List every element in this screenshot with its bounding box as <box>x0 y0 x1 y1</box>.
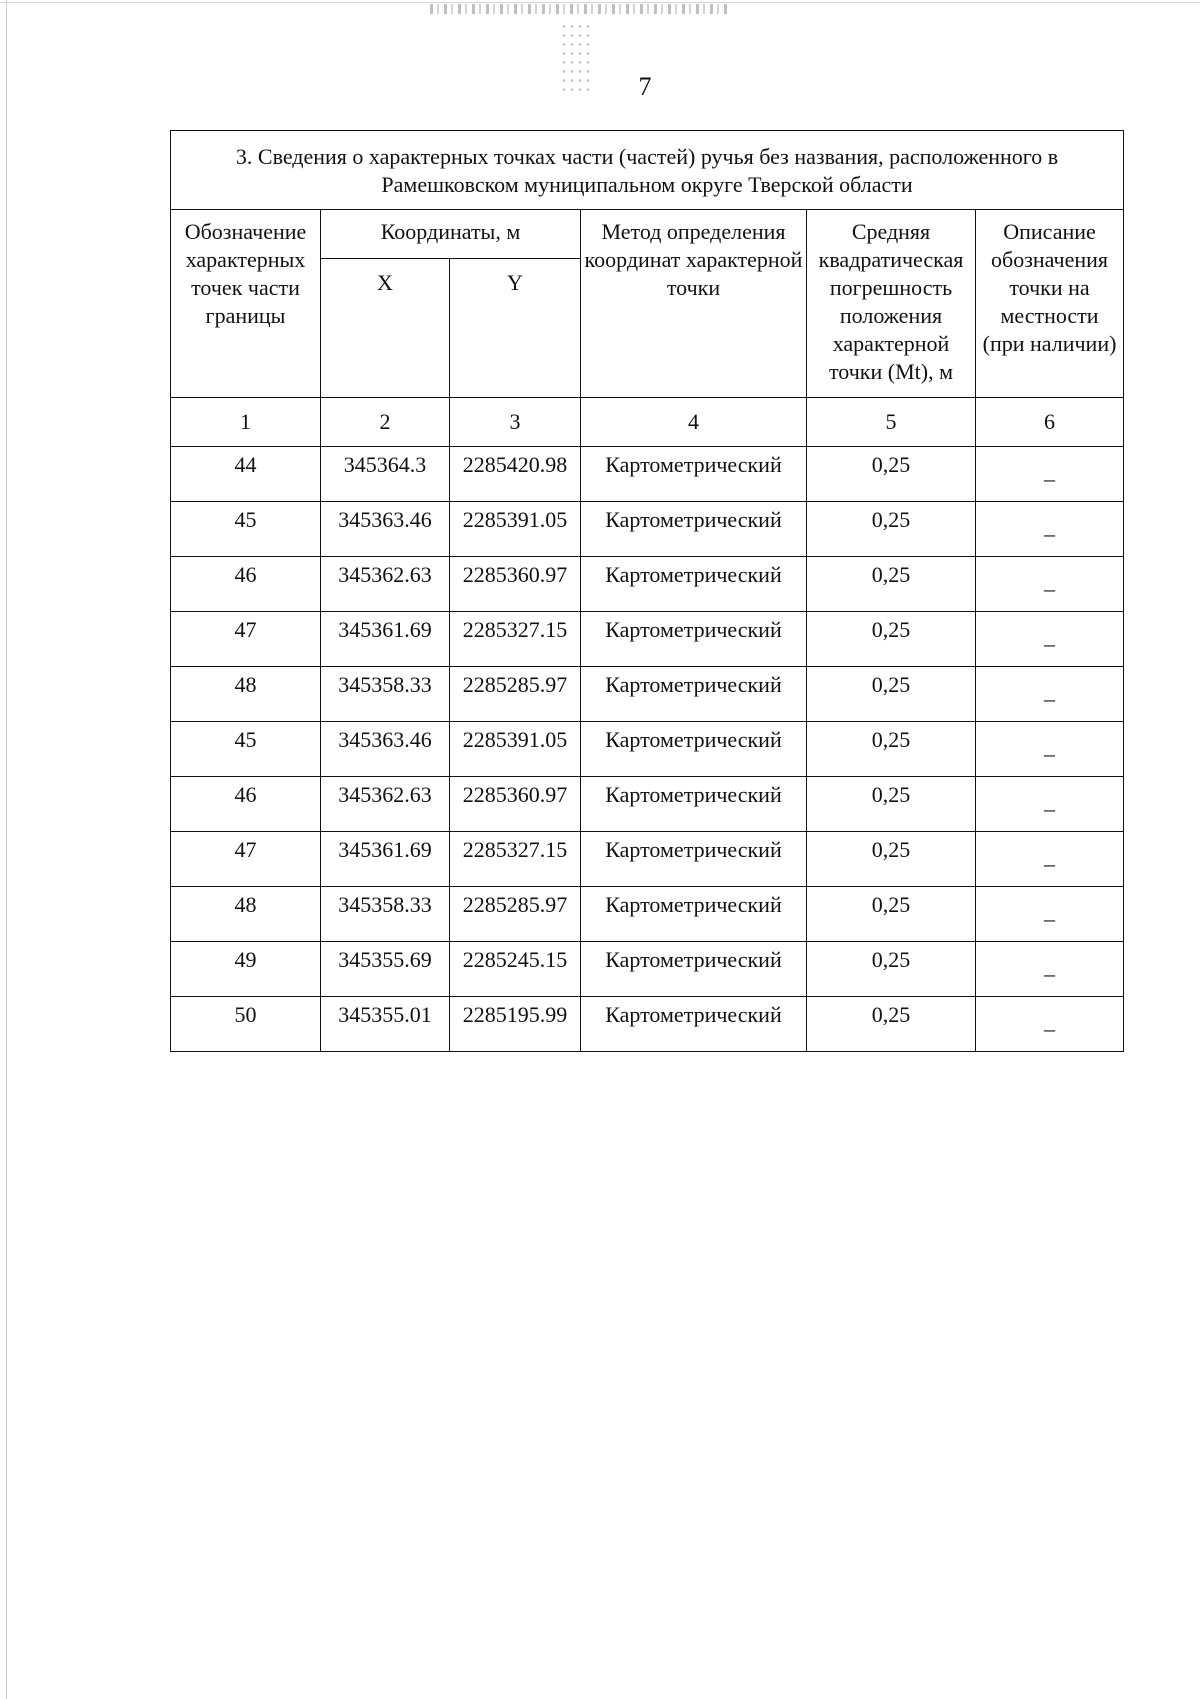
table-row <box>171 447 1124 502</box>
cell-y: 2285285.97 <box>450 667 581 722</box>
cell-error: 0,25 <box>807 777 976 832</box>
cell-x: 345355.01 <box>321 997 450 1052</box>
cell-x: 345363.46 <box>321 722 450 777</box>
page-number: 7 <box>638 72 652 101</box>
column-number: 2 <box>321 398 450 447</box>
column-number: 1 <box>171 398 321 447</box>
column-number: 4 <box>581 398 807 447</box>
cell-method: Картометрический <box>581 722 807 777</box>
cell-x: 345355.69 <box>321 942 450 997</box>
column-numbers-row <box>171 398 1124 447</box>
table-row <box>171 832 1124 887</box>
cell-y: 2285360.97 <box>450 777 581 832</box>
cell-error: 0,25 <box>807 887 976 942</box>
column-number: 3 <box>450 398 581 447</box>
cell-description-text: – <box>1044 906 1056 931</box>
cell-method: Картометрический <box>581 832 807 887</box>
cell-error: 0,25 <box>807 722 976 777</box>
cell-x: 345358.33 <box>321 667 450 722</box>
column-number: 5 <box>807 398 976 447</box>
cell-point: 46 <box>171 777 321 832</box>
cell-description <box>976 942 1124 997</box>
cell-y: 2285285.97 <box>450 887 581 942</box>
table-row <box>171 997 1124 1052</box>
table-row <box>171 942 1124 997</box>
table-row <box>171 887 1124 942</box>
cell-x: 345362.63 <box>321 557 450 612</box>
cell-x: 345362.63 <box>321 777 450 832</box>
cell-method: Картометрический <box>581 447 807 502</box>
table-row <box>171 722 1124 777</box>
cell-point: 45 <box>171 502 321 557</box>
header-y: Y <box>450 259 581 398</box>
table-row <box>171 612 1124 667</box>
cell-description-text: – <box>1044 961 1056 986</box>
cell-method: Картометрический <box>581 942 807 997</box>
table-row <box>171 777 1124 832</box>
scan-artifact <box>430 4 730 14</box>
cell-method: Картометрический <box>581 667 807 722</box>
cell-y: 2285327.15 <box>450 612 581 667</box>
cell-description-text: – <box>1044 521 1056 546</box>
table-row <box>171 667 1124 722</box>
cell-y: 2285391.05 <box>450 722 581 777</box>
cell-description <box>976 557 1124 612</box>
table-row <box>171 557 1124 612</box>
cell-method: Картометрический <box>581 557 807 612</box>
cell-method: Картометрический <box>581 777 807 832</box>
header-description: Описание обозначения точки на местности (при наличии) <box>976 210 1124 398</box>
cell-description <box>976 612 1124 667</box>
cell-description-text: – <box>1044 851 1056 876</box>
cell-point: 46 <box>171 557 321 612</box>
header-x: X <box>321 259 450 398</box>
cell-description <box>976 777 1124 832</box>
cell-error: 0,25 <box>807 667 976 722</box>
characteristic-points-table <box>170 130 1124 1052</box>
cell-point: 47 <box>171 832 321 887</box>
cell-description-text: – <box>1044 796 1056 821</box>
header-error: Средняя квадратическая погрешность положения характерной точки (Mt), м <box>807 210 976 398</box>
cell-method: Картометрический <box>581 502 807 557</box>
cell-y: 2285420.98 <box>450 447 581 502</box>
cell-method: Картометрический <box>581 887 807 942</box>
scan-edge <box>0 2 1200 3</box>
cell-error: 0,25 <box>807 557 976 612</box>
table-row <box>171 502 1124 557</box>
cell-x: 345363.46 <box>321 502 450 557</box>
cell-description-text: – <box>1044 686 1056 711</box>
cell-point: 50 <box>171 997 321 1052</box>
cell-y: 2285245.15 <box>450 942 581 997</box>
cell-description-text: – <box>1044 741 1056 766</box>
scan-edge <box>6 0 7 1699</box>
cell-y: 2285327.15 <box>450 832 581 887</box>
cell-point: 48 <box>171 667 321 722</box>
cell-description <box>976 832 1124 887</box>
column-number: 6 <box>976 398 1124 447</box>
cell-description <box>976 887 1124 942</box>
cell-y: 2285195.99 <box>450 997 581 1052</box>
scan-artifact <box>560 22 590 92</box>
cell-description-text: – <box>1044 576 1056 601</box>
cell-error: 0,25 <box>807 997 976 1052</box>
cell-error: 0,25 <box>807 832 976 887</box>
cell-error: 0,25 <box>807 612 976 667</box>
header-designation: Обозначение характерных точек части границы <box>171 210 321 398</box>
cell-description-text: – <box>1044 1016 1056 1041</box>
header-method: Метод определения координат характерной точки <box>581 210 807 398</box>
cell-point: 48 <box>171 887 321 942</box>
cell-x: 345361.69 <box>321 832 450 887</box>
cell-description <box>976 667 1124 722</box>
cell-point: 49 <box>171 942 321 997</box>
cell-description <box>976 722 1124 777</box>
cell-x: 345361.69 <box>321 612 450 667</box>
cell-y: 2285360.97 <box>450 557 581 612</box>
cell-method: Картометрический <box>581 612 807 667</box>
cell-error: 0,25 <box>807 502 976 557</box>
cell-point: 45 <box>171 722 321 777</box>
cell-method: Картометрический <box>581 997 807 1052</box>
cell-point: 47 <box>171 612 321 667</box>
cell-x: 345358.33 <box>321 887 450 942</box>
cell-y: 2285391.05 <box>450 502 581 557</box>
cell-description <box>976 447 1124 502</box>
cell-x: 345364.3 <box>321 447 450 502</box>
cell-error: 0,25 <box>807 447 976 502</box>
cell-point: 44 <box>171 447 321 502</box>
cell-description <box>976 997 1124 1052</box>
cell-description-text: – <box>1044 631 1056 656</box>
table-title: 3. Сведения о характерных точках части (частей) ручья без названия, расположенного в Рамешковском муниципальном округе Тверской области <box>171 131 1124 210</box>
cell-description-text: – <box>1044 466 1056 491</box>
header-coordinates: Координаты, м <box>321 210 581 259</box>
cell-description <box>976 502 1124 557</box>
cell-error: 0,25 <box>807 942 976 997</box>
